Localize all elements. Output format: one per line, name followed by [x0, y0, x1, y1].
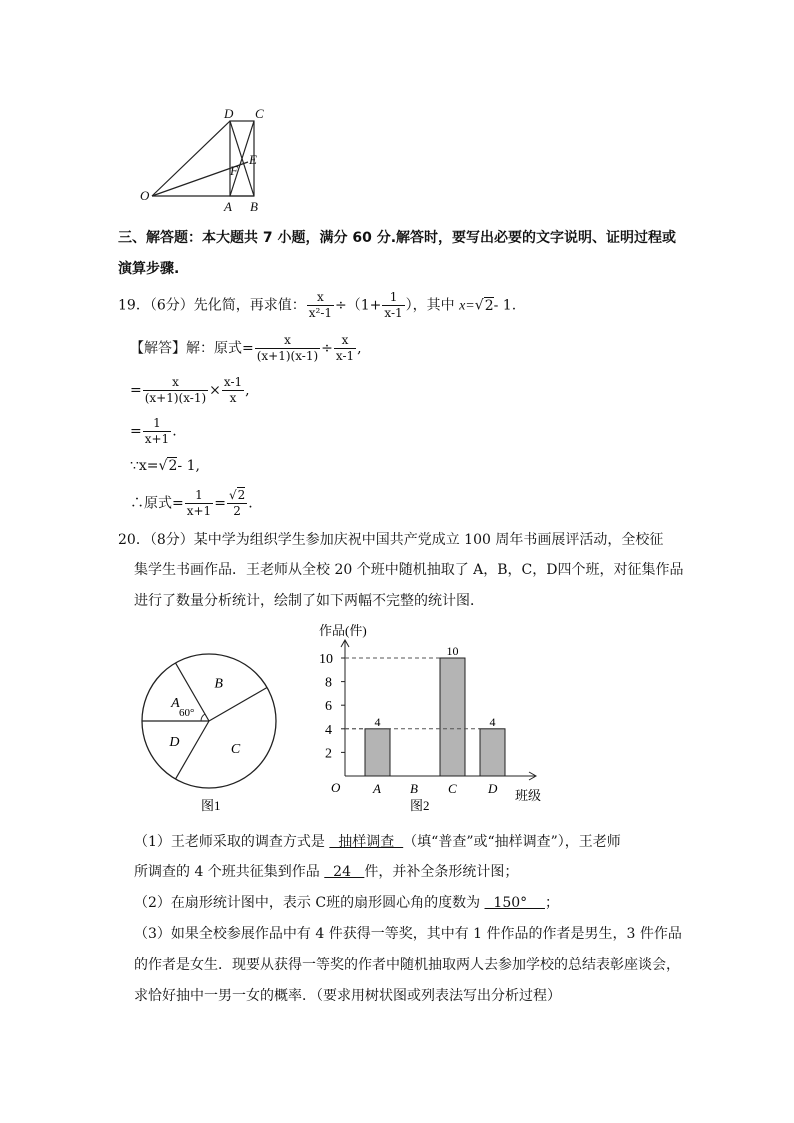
frac-den: (x+1)(x-1)	[256, 349, 319, 363]
sol-text: - 1,	[177, 458, 200, 474]
pie-label-C: C	[230, 741, 241, 757]
sol-text: 【解答】解：原式=	[130, 340, 254, 357]
q19-tail: - 1.	[493, 297, 517, 314]
geometry-figure	[130, 105, 280, 215]
frac-den: x²-1	[308, 306, 333, 320]
q20-line-2: 集学生书画作品．王老师从全校 20 个班中随机抽取了 A，B，C，D四个班，对征集作品	[134, 562, 684, 578]
label-E: E	[249, 152, 257, 167]
y-tick-label: 2	[325, 746, 332, 762]
y-tick-label: 4	[325, 722, 332, 738]
q20-line-3: 进行了数量分析统计，绘制了如下两幅不完整的统计图．	[134, 593, 484, 609]
label-F: F	[230, 163, 238, 178]
frac-den: x-1	[384, 306, 403, 320]
sol-text: =	[130, 423, 142, 440]
bar-C	[440, 658, 465, 776]
q19-op: ÷（1+	[335, 297, 382, 314]
frac-den: x	[229, 391, 237, 405]
label-O: O	[140, 188, 150, 203]
q20-part3-line3: 求恰好抽中一男一女的概率．（要求用树状图或列表法写出分析过程）	[134, 988, 561, 1004]
solution-line-4: ∵x=√2- 1,	[130, 458, 200, 474]
sol-text: .	[248, 495, 253, 512]
solution-line-2	[130, 375, 250, 406]
frac-num: x	[307, 290, 334, 306]
pie-angle-annotation: 60°	[179, 707, 195, 719]
solution-line-5	[130, 488, 253, 519]
q20-part3-line1: （3）如果全校参展作品中有 4 件获得一等奖，其中有 1 件作品的作者是男生，3 件作品	[134, 926, 682, 942]
data-label-C: 10	[446, 644, 459, 658]
x-tick-label-C: C	[448, 781, 457, 796]
q19-prefix: 19．（6分）先化简，再求值：	[118, 297, 306, 314]
frac-num: x	[334, 333, 356, 349]
label-D: D	[224, 106, 234, 121]
q20-part1-line1	[134, 832, 621, 852]
text: 所调查的 4 个班共征集到作品	[134, 864, 325, 880]
frac-num: 1	[382, 290, 404, 306]
q20-line-1: 20．（8分）某中学为组织学生参加庆祝中国共产党成立 100 周年书画展评活动，全校征	[118, 532, 664, 548]
q20-part2	[134, 893, 559, 913]
sol-text: ,	[245, 382, 250, 399]
bar-chart	[319, 623, 541, 813]
frac-num: 1	[143, 416, 171, 432]
x-tick-label-B: B	[410, 781, 418, 796]
bar-title: 图2	[410, 798, 430, 813]
sol-op: ×	[209, 382, 221, 399]
data-label-D: 4	[489, 714, 496, 729]
y-tick-label: 6	[325, 699, 332, 715]
answer-angle: 150°	[484, 895, 545, 911]
sol-text: ∵x=	[130, 458, 159, 474]
y-tick-label: 8	[325, 675, 332, 691]
solution-line-1	[130, 333, 362, 364]
x-axis-label: 班级	[515, 788, 542, 803]
y-axis-label: 作品(件)	[319, 623, 367, 638]
answer-survey-method: 抽样调查	[329, 834, 404, 850]
text: ；	[544, 895, 559, 911]
frac-num: 1	[185, 488, 213, 504]
solution-line-3	[130, 416, 177, 447]
text: （2）在扇形统计图中，表示 C班的扇形圆心角的度数为	[134, 895, 485, 911]
frac-den: x-1	[335, 349, 355, 363]
text: （填“普查”或“抽样调查”），王老师	[403, 834, 621, 850]
sol-text: .	[172, 423, 177, 440]
data-label-A: 4	[374, 714, 381, 729]
frac-num: x-1	[223, 375, 243, 389]
pie-chart	[142, 654, 276, 813]
answer-total-works: 24	[324, 864, 365, 880]
frac-num: √2	[228, 488, 246, 502]
bar-A	[365, 729, 390, 776]
text: 件，并补全条形统计图；	[364, 864, 519, 880]
bar-D	[480, 729, 505, 776]
sol-text: ,	[357, 340, 362, 357]
origin-label: O	[331, 780, 341, 795]
x-tick-label-D: D	[488, 781, 498, 796]
q19-sqrt: 2	[484, 297, 494, 314]
q20-part1-line2	[134, 862, 518, 882]
q19-question: 19．（6分）先化简，再求值： $\frac{x}{\text{x²-1}}$ ÷（1+ $\frac{1}{x-1}$ ），其中 x=√2- 1.	[118, 290, 517, 320]
frac-den: 2	[233, 504, 241, 518]
sol-op: ÷	[321, 340, 333, 357]
label-C: C	[255, 106, 264, 121]
frac-den: x+1	[186, 504, 212, 518]
section-heading-cont: 演算步骤.	[118, 261, 180, 277]
frac-den: (x+1)(x-1)	[144, 391, 207, 405]
y-tick-label: 10	[319, 652, 333, 667]
label-A: A	[224, 199, 232, 214]
sol-text: ∴原式=	[130, 495, 184, 512]
label-B: B	[250, 199, 258, 214]
q19-suffix: ），其中	[405, 297, 460, 314]
sol-text: =	[130, 382, 142, 399]
frac-num: x	[143, 375, 208, 391]
section-heading: 三、解答题：本大题共 7 小题，满分 60 分.解答时，要写出必要的文字说明、证明过程或	[118, 230, 677, 246]
q20-part3-line2: 的作者是女生．现要从获得一等奖的作者中随机抽取两人去参加学校的总结表彰座谈会，	[134, 957, 680, 973]
sol-sqrt: 2	[237, 488, 246, 502]
pie-label-D: D	[169, 735, 180, 750]
pie-title: 图1	[201, 798, 221, 813]
sol-text: =	[214, 495, 226, 512]
frac-den: x+1	[144, 432, 170, 446]
pie-label-A: A	[171, 696, 180, 711]
q19-x: x=	[459, 298, 475, 314]
statistics-figures	[130, 620, 560, 820]
text: （1）王老师采取的调查方式是	[134, 834, 330, 850]
x-tick-label-A: A	[373, 781, 381, 796]
frac-num: x	[255, 333, 320, 349]
sol-sqrt: 2	[168, 458, 178, 474]
pie-label-B: B	[214, 676, 223, 692]
